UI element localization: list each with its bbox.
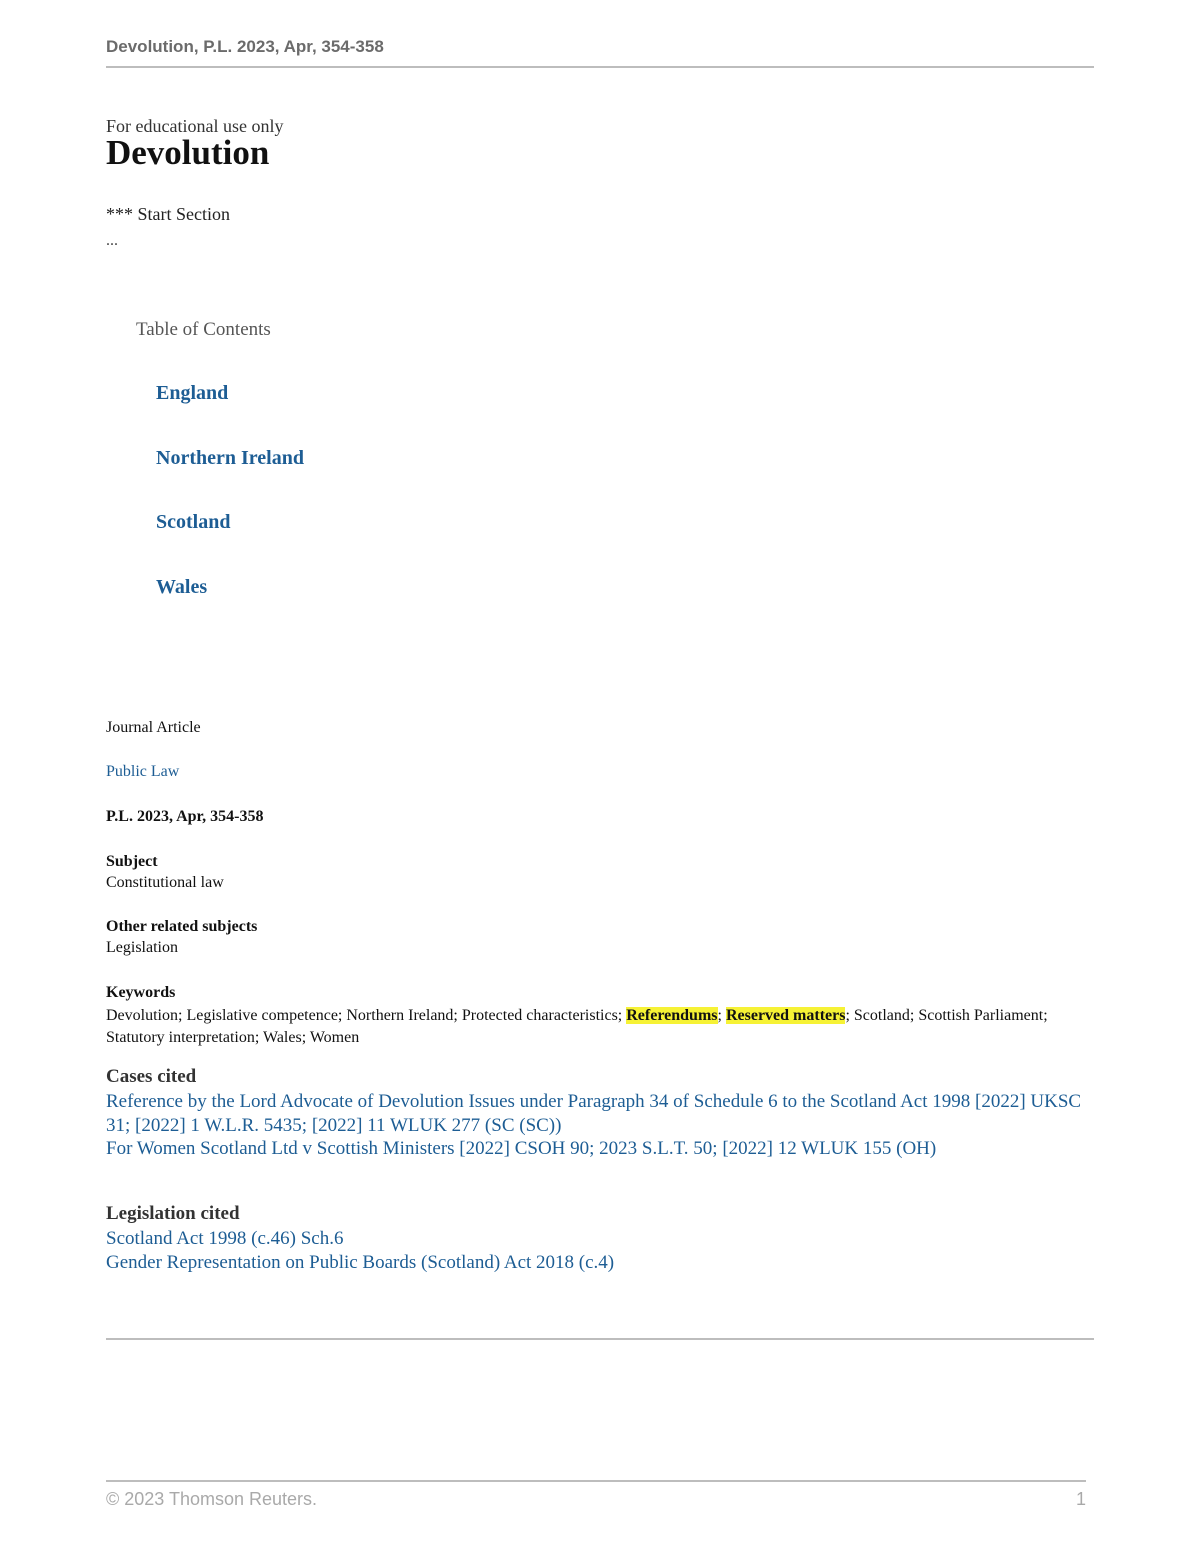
keywords-list	[106, 1005, 1086, 1048]
keywords-text-remaining: ; Scotland; Scottish Parliament; Statutory interpretation; Wales; Women	[106, 1007, 1048, 1046]
case-link-for-women-scotland[interactable]: For Women Scotland Ltd v Scottish Ministers [2022] CSOH 90; 2023 S.L.T. 50; [2022] 12 WLUK 155 (OH)	[106, 1138, 937, 1159]
keywords-label: Keywords	[106, 984, 176, 1001]
toc-link-wales[interactable]: Wales	[156, 576, 208, 598]
footer-page-number: 1	[1076, 1489, 1087, 1509]
journal-link[interactable]: Public Law	[106, 763, 180, 780]
subject-value: Constitutional law	[106, 874, 224, 891]
keywords-text: Devolution; Legislative competence; Northern Ireland; Protected characteristics;	[106, 1007, 627, 1024]
cases-cited-heading: Cases cited	[106, 1066, 197, 1087]
footer-copyright: © 2023 Thomson Reuters.	[106, 1489, 318, 1509]
legislation-link-scotland-act[interactable]: Scotland Act 1998 (c.46) Sch.6	[106, 1228, 344, 1249]
citation-reference: P.L. 2023, Apr, 354-358	[106, 808, 264, 825]
toc-heading: Table of Contents	[136, 319, 271, 340]
subject-label: Subject	[106, 853, 158, 870]
document-title: Devolution	[106, 133, 270, 172]
header-divider	[106, 66, 1094, 68]
content-end-divider	[106, 1338, 1094, 1340]
footer-divider	[106, 1480, 1086, 1482]
legislation-link-gender-representation-act[interactable]: Gender Representation on Public Boards (Scotland) Act 2018 (c.4)	[106, 1252, 615, 1273]
educational-use-note: For educational use only	[106, 116, 284, 136]
keywords-separator: ;	[717, 1007, 726, 1024]
section-ellipsis: ...	[106, 232, 118, 249]
keyword-highlight-referendums: Referendums	[626, 1007, 718, 1024]
toc-link-england[interactable]: England	[156, 382, 229, 404]
case-link-lord-advocate-reference[interactable]: Reference by the Lord Advocate of Devolution Issues under Paragraph 34 of Schedule 6 to the Scotland Act 1998 [2022] UKSC 31; [2022] 1 W.L.R. 5435; [2022] 11 WLUK 277 (SC (SC))	[106, 1091, 1082, 1136]
toc-link-northern-ireland[interactable]: Northern Ireland	[156, 447, 304, 469]
running-header-title: Devolution, P.L. 2023, Apr, 354-358	[106, 37, 384, 56]
document-type: Journal Article	[106, 719, 201, 736]
toc-link-scotland[interactable]: Scotland	[156, 511, 231, 533]
keyword-highlight-reserved-matters: Reserved matters	[725, 1007, 846, 1024]
other-subjects-label: Other related subjects	[106, 918, 258, 935]
other-subjects-value: Legislation	[106, 939, 178, 956]
legislation-cited-heading: Legislation cited	[106, 1203, 240, 1224]
start-section-marker: *** Start Section	[106, 204, 230, 224]
